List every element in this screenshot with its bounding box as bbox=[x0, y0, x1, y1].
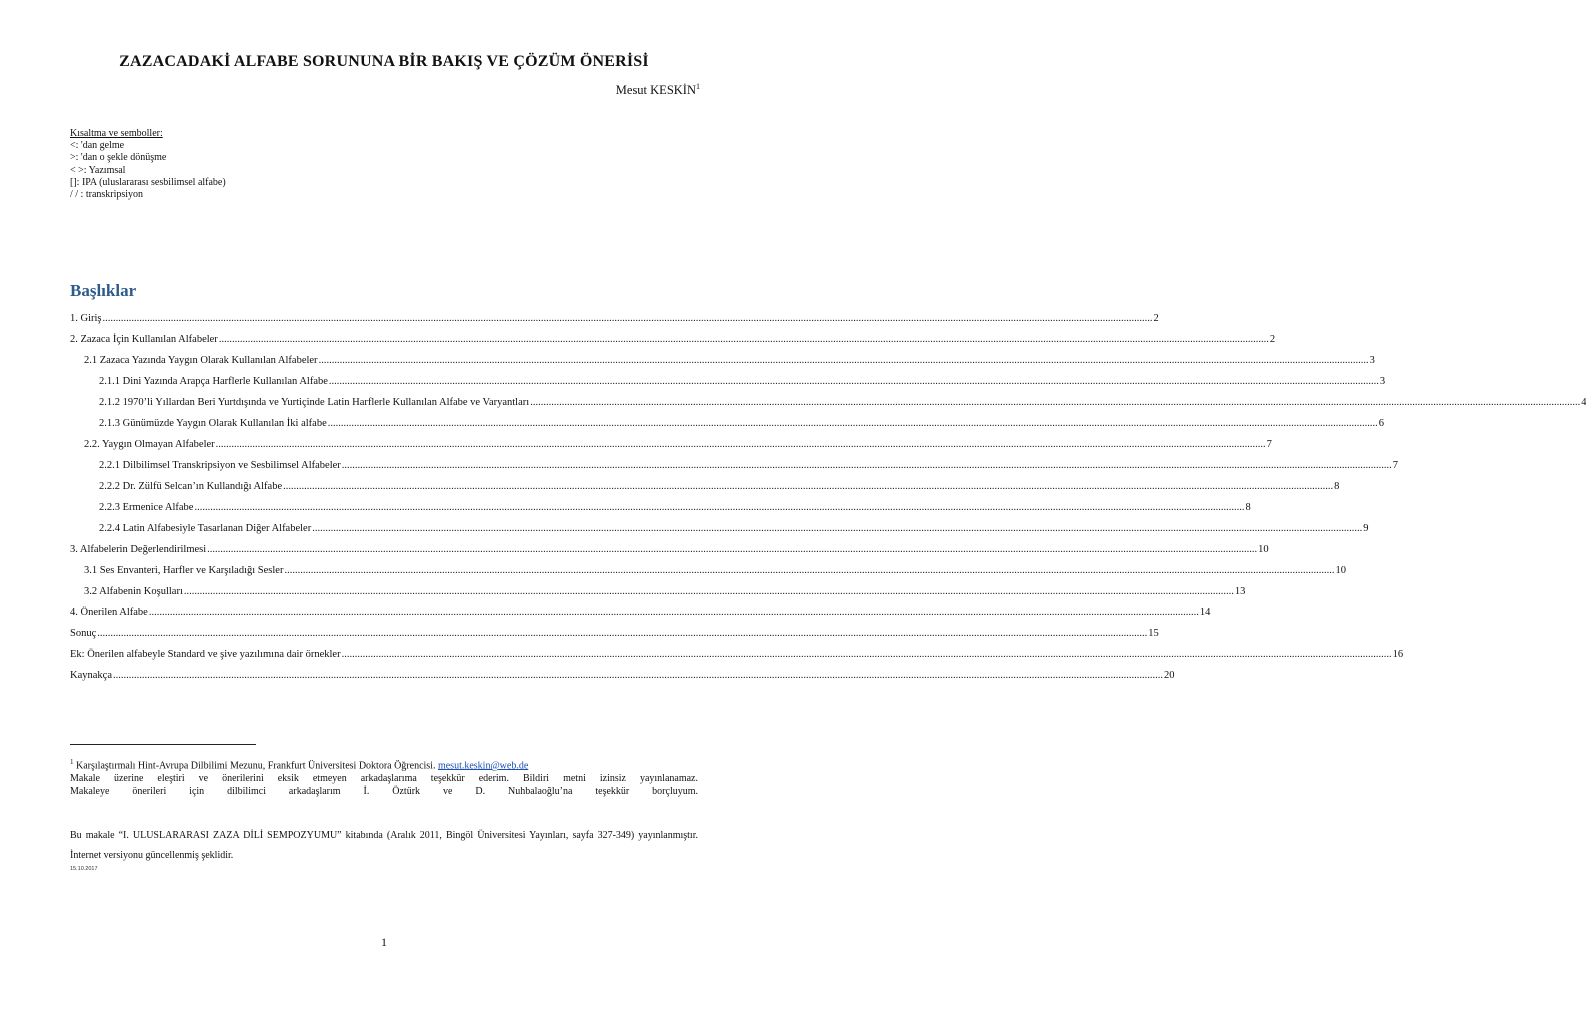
toc-entry-page: 7 bbox=[1266, 439, 1272, 450]
toc-entry[interactable] bbox=[70, 368, 1386, 389]
toc-entry[interactable] bbox=[70, 389, 1586, 410]
toc-entry[interactable] bbox=[70, 662, 1175, 683]
toc-entry[interactable] bbox=[70, 641, 1404, 662]
toc-entry-label: 2.1.3 Günümüzde Yaygın Olarak Kullanılan İki alfabe bbox=[99, 418, 327, 429]
toc-entry[interactable] bbox=[70, 515, 1369, 536]
toc-entry-page: 7 bbox=[1392, 460, 1399, 471]
toc-dot-leader: ................................................................................................................................................................................................................................................................................................................................................................................................................ bbox=[97, 628, 1148, 639]
toc-entry[interactable] bbox=[70, 536, 1269, 557]
footnote-line-2: Makale üzerine eleştiri ve önerilerini eksik etmeyen arkadaşlarıma teşekkür ederim. Bildiri metni izinsiz yayınlanamaz. bbox=[70, 773, 698, 785]
toc-dot-leader: ................................................................................................................................................................................................................................................................................................................................................................................................................ bbox=[207, 544, 1258, 555]
abbreviation-item: >: 'dan o şekle dönüşme bbox=[70, 152, 167, 164]
toc-dot-leader: ................................................................................................................................................................................................................................................................................................................................................................................................................ bbox=[530, 397, 1581, 408]
publication-note: Bu makale “I. ULUSLARARASI ZAZA DİLİ SEMPOZYUMU” kitabında (Aralık 2011, Bingöl Üniversitesi Yayınları, sayfa 327-349) yayınlanmıştır. İnternet versiyonu güncellenmiş şeklidir. bbox=[70, 830, 698, 861]
toc-dot-leader: ................................................................................................................................................................................................................................................................................................................................................................................................................ bbox=[341, 649, 1392, 660]
toc-entry-label: Kaynakça bbox=[70, 670, 112, 681]
toc-entry-label: 4. Önerilen Alfabe bbox=[70, 607, 148, 618]
toc-entry[interactable] bbox=[70, 494, 1251, 515]
toc-entry-label: 2.1.2 1970’li Yıllardan Beri Yurtdışında ve Yurtiçinde Latin Harflerle Kullanılan Alfabe ve Varyantları bbox=[99, 397, 530, 408]
toc-entry-page: 8 bbox=[1245, 502, 1251, 513]
toc-dot-leader: ................................................................................................................................................................................................................................................................................................................................................................................................................ bbox=[318, 355, 1369, 366]
toc-dot-leader: ................................................................................................................................................................................................................................................................................................................................................................................................................ bbox=[148, 607, 1199, 618]
author-line bbox=[616, 82, 700, 98]
toc-title: Başlıklar bbox=[70, 281, 137, 300]
toc-entry-label: 2. Zazaca İçin Kullanılan Alfabeler bbox=[70, 334, 218, 345]
toc-entry-label: 2.2.3 Ermenice Alfabe bbox=[99, 502, 194, 513]
toc-entry[interactable] bbox=[70, 473, 1340, 494]
toc-entry-label: 2.1 Zazaca Yazında Yaygın Olarak Kullanılan Alfabeler bbox=[84, 355, 318, 366]
toc-dot-leader: ................................................................................................................................................................................................................................................................................................................................................................................................................ bbox=[327, 418, 1378, 429]
toc-entry[interactable] bbox=[70, 620, 1159, 641]
toc-entry-page: 2 bbox=[1153, 313, 1159, 324]
toc-entry-page: 10 bbox=[1258, 544, 1269, 555]
toc-entry-label: 2.2.4 Latin Alfabesiyle Tasarlanan Diğer Alfabeler bbox=[99, 523, 312, 534]
document-title: ZAZACADAKİ ALFABE SORUNUNA BİR BAKIŞ VE ÇÖZÜM ÖNERİSİ bbox=[119, 53, 649, 70]
abbreviation-item: < >: Yazımsal bbox=[70, 164, 126, 176]
toc-dot-leader: ................................................................................................................................................................................................................................................................................................................................................................................................................ bbox=[102, 313, 1153, 324]
toc-entry-label: 1. Giriş bbox=[70, 313, 102, 324]
toc-entry-page: 15 bbox=[1148, 628, 1159, 639]
toc-entry-label: 2.1.1 Dini Yazında Arapça Harflerle Kullanılan Alfabe bbox=[99, 376, 328, 387]
toc-entry-page: 13 bbox=[1234, 586, 1246, 597]
toc-entry-page: 2 bbox=[1269, 334, 1276, 345]
toc-dot-leader: ................................................................................................................................................................................................................................................................................................................................................................................................................ bbox=[312, 523, 1363, 534]
footnote-affiliation: Karşılaştırmalı Hint-Avrupa Dilbilimi Mezunu, Frankfurt Üniversitesi Doktora Öğrencisi. bbox=[76, 760, 436, 772]
abbreviations-block bbox=[70, 128, 226, 201]
toc-entry-page: 3 bbox=[1369, 355, 1375, 366]
toc-dot-leader: ................................................................................................................................................................................................................................................................................................................................................................................................................ bbox=[112, 670, 1163, 681]
toc-entry-label: Sonuç bbox=[70, 628, 97, 639]
toc-entry-label: 3.1 Ses Envanteri, Harfler ve Karşıladığı Sesler bbox=[84, 565, 284, 576]
toc-entry[interactable] bbox=[70, 410, 1384, 431]
toc-entry-page: 8 bbox=[1334, 481, 1340, 492]
toc-entry-label: 2.2.1 Dilbilimsel Transkripsiyon ve Sesbilimsel Alfabeler bbox=[99, 460, 341, 471]
abbreviations-heading: Kısaltma ve semboller: bbox=[70, 128, 163, 139]
toc-entry[interactable] bbox=[70, 326, 1276, 347]
toc-entry[interactable] bbox=[70, 557, 1346, 578]
toc-entry-label: 2.2.2 Dr. Zülfü Selcan’ın Kullandığı Alfabe bbox=[99, 481, 283, 492]
toc-entry-page: 9 bbox=[1363, 523, 1369, 534]
toc-entry[interactable] bbox=[70, 431, 1272, 452]
footnote-mark: 1 bbox=[70, 758, 74, 766]
author-name: Mesut KESKİN bbox=[615, 83, 696, 98]
toc-dot-leader: ................................................................................................................................................................................................................................................................................................................................................................................................................ bbox=[284, 565, 1335, 576]
toc-entry[interactable] bbox=[70, 578, 1246, 599]
footnote bbox=[70, 756, 698, 798]
toc-entry-label: 3.2 Alfabenin Koşulları bbox=[84, 586, 183, 597]
abbreviation-item: / / : transkripsiyon bbox=[70, 189, 144, 201]
toc-entry-label: Ek: Önerilen alfabeyle Standard ve şive yazılımına dair örnekler bbox=[70, 649, 341, 660]
toc-entry[interactable] bbox=[70, 347, 1375, 368]
toc-dot-leader: ................................................................................................................................................................................................................................................................................................................................................................................................................ bbox=[328, 376, 1379, 387]
footnote-line-3: Makaleye önerileri için dilbilimci arkadaşlarım İ. Öztürk ve D. Nuhbalaoğlu’na teşekkür borçluyum. bbox=[70, 786, 698, 798]
toc-dot-leader: ................................................................................................................................................................................................................................................................................................................................................................................................................ bbox=[283, 481, 1334, 492]
toc-entry-label: 2.2. Yaygın Olmayan Alfabeler bbox=[84, 439, 215, 450]
footnote-separator bbox=[70, 744, 256, 745]
toc-entry-page: 20 bbox=[1163, 670, 1175, 681]
table-of-contents bbox=[70, 305, 1586, 683]
toc-entry-page: 6 bbox=[1378, 418, 1384, 429]
toc-entry-label: 3. Alfabelerin Değerlendirilmesi bbox=[70, 544, 207, 555]
toc-entry-page: 4 bbox=[1581, 397, 1586, 408]
toc-entry[interactable] bbox=[70, 452, 1399, 473]
revision-date: 15.10.2017 bbox=[70, 866, 98, 872]
toc-dot-leader: ................................................................................................................................................................................................................................................................................................................................................................................................................ bbox=[215, 439, 1266, 450]
toc-entry[interactable] bbox=[70, 305, 1159, 326]
footnote-line-1 bbox=[70, 756, 698, 772]
page-number: 1 bbox=[381, 935, 387, 949]
toc-entry-page: 10 bbox=[1335, 565, 1346, 576]
toc-dot-leader: ................................................................................................................................................................................................................................................................................................................................................................................................................ bbox=[183, 586, 1234, 597]
toc-entry-page: 14 bbox=[1199, 607, 1211, 618]
author-footnote-mark: 1 bbox=[696, 82, 700, 91]
toc-dot-leader: ................................................................................................................................................................................................................................................................................................................................................................................................................ bbox=[341, 460, 1392, 471]
abbreviation-item: <: 'dan gelme bbox=[70, 140, 125, 152]
toc-entry-page: 16 bbox=[1392, 649, 1404, 660]
toc-entry[interactable] bbox=[70, 599, 1211, 620]
author-email-link[interactable]: mesut.keskin@web.de bbox=[437, 760, 529, 772]
toc-dot-leader: ................................................................................................................................................................................................................................................................................................................................................................................................................ bbox=[218, 334, 1269, 345]
toc-dot-leader: ................................................................................................................................................................................................................................................................................................................................................................................................................ bbox=[194, 502, 1245, 513]
abbreviation-item: []: IPA (uluslararası sesbilimsel alfabe) bbox=[70, 176, 226, 188]
toc-entry-page: 3 bbox=[1379, 376, 1386, 387]
